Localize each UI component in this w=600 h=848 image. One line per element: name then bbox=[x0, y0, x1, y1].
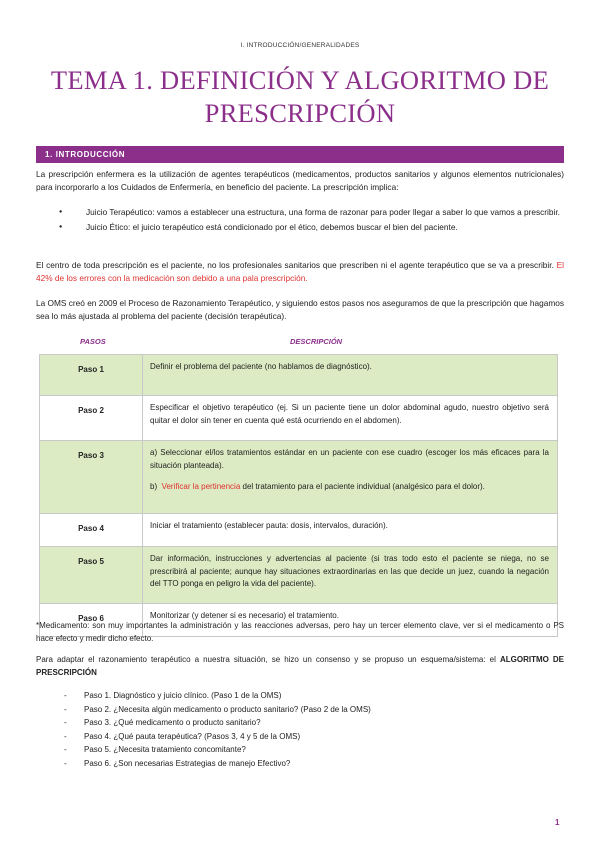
table-row bbox=[40, 355, 558, 396]
pertinence-highlight: Verificar la pertinencia bbox=[161, 482, 241, 491]
step-description: Especificar el objetivo terapéutico (ej. Si un paciente tiene un dolor abdominal agudo, nuestro objetivo será quitar el dolor sin tener en cuenta qué está ocurriendo en el abdomen). bbox=[143, 396, 558, 441]
column-header-descripcion: DESCRIPCIÓN bbox=[290, 337, 343, 346]
step-description: Definir el problema del paciente (no hablamos de diagnóstico). bbox=[143, 355, 558, 396]
adaptation-paragraph bbox=[36, 654, 564, 679]
page-title bbox=[40, 64, 560, 130]
step-description bbox=[143, 441, 558, 514]
table-row bbox=[40, 396, 558, 441]
title-line-1: TEMA 1. DEFINICIÓN Y ALGORITMO DE bbox=[50, 65, 550, 95]
list-item: - Paso 4. ¿Qué pauta terapéutica? (Pasos 3, 4 y 5 de la OMS) bbox=[36, 730, 564, 744]
step-option-a: a) Seleccionar el/los tratamientos estándar en un paciente con ese cuadro (escoger los más eficaces para la situación planteada). bbox=[150, 448, 549, 470]
algorithm-steps-list bbox=[36, 689, 564, 770]
page-number: 1 bbox=[555, 818, 560, 827]
table-row bbox=[40, 441, 558, 514]
list-item: - Paso 3. ¿Qué medicamento o producto sanitario? bbox=[36, 716, 564, 730]
option-b-text: del tratamiento para el paciente individual (analgésico para el dolor). bbox=[242, 482, 485, 491]
implications-list bbox=[36, 206, 564, 236]
step-description: Dar información, instrucciones y advertencias al paciente (si tras todo esto el paciente se niega, no se prescribirá al paciente; aunque hay situaciones extraordinarias en las que decide un juez, cuando la negación del TTO ponga en peligro la vida del paciente). bbox=[143, 547, 558, 604]
step-label: Paso 3 bbox=[40, 441, 143, 514]
title-line-2: PRESCRIPCIÓN bbox=[204, 98, 396, 128]
oms-paragraph: La OMS creó en 2009 el Proceso de Razonamiento Terapéutico, y siguiendo estos pasos nos aseguramos de que la prescripción que hagamos sea lo más ajustada al problema del paciente (decisión terapéutica). bbox=[36, 298, 564, 321]
list-item: - Paso 5. ¿Necesita tratamiento concomitante? bbox=[36, 743, 564, 757]
section-header: 1. INTRODUCCIÓN bbox=[36, 146, 564, 163]
table-row bbox=[40, 514, 558, 547]
list-item: - Paso 1. Diagnóstico y juicio clínico. (Paso 1 de la OMS) bbox=[36, 689, 564, 703]
list-item: ● Juicio Terapéutico: vamos a establecer una estructura, una forma de razonar para poder llegar a saber lo que vamos a prescribir. bbox=[36, 206, 564, 219]
algorithm-title: ALGORITMO DE PRESCRIPCIÓN bbox=[36, 655, 565, 677]
table-header-row bbox=[36, 335, 564, 349]
column-header-pasos: PASOS bbox=[80, 337, 106, 346]
list-item: - Paso 6. ¿Son necesarias Estrategias de manejo Efectivo? bbox=[36, 757, 564, 771]
step-option-b bbox=[150, 481, 549, 494]
intro-paragraph: La prescripción enfermera es la utilización de agentes terapéuticos (medicamentos, productos sanitarios y algunos elementos nutricionales) para incorporarlo a los Cuidados de Enfermería, en beneficio del paciente. La prescripción implica: bbox=[36, 169, 564, 192]
running-header: I. INTRODUCCIÓN/GENERALIDADES bbox=[240, 42, 360, 49]
list-item: - Paso 2. ¿Necesita algún medicamento o producto sanitario? (Paso 2 de la OMS) bbox=[36, 703, 564, 717]
step-label: Paso 4 bbox=[40, 514, 143, 547]
list-item: ● Juicio Ético: el juicio terapéutico está condicionado por el ético, debemos buscar el bien del paciente. bbox=[36, 221, 564, 234]
step-label: Paso 5 bbox=[40, 547, 143, 604]
steps-table bbox=[39, 354, 558, 637]
option-b-marker: b) bbox=[150, 482, 158, 491]
step-description: Monitorizar (y detener si es necesario) el tratamiento. bbox=[143, 604, 558, 637]
patient-center-paragraph bbox=[36, 259, 564, 285]
step-description: Iniciar el tratamiento (establecer pauta: dosis, intervalos, duración). bbox=[143, 514, 558, 547]
table-row bbox=[40, 547, 558, 604]
step-label: Paso 6 bbox=[40, 604, 143, 637]
adaptation-text: Para adaptar el razonamiento terapéutico a nuestra situación, se hizo un consenso y se propuso un esquema/sistema: el bbox=[36, 655, 496, 664]
medication-note: *Medicamento: son muy importantes la administración y las reacciones adversas, pero hay un tercer elemento clave, ver si el medicamento o PS hace efecto y medir dicho efecto. bbox=[36, 621, 564, 643]
patient-center-text: El centro de toda prescripción es el paciente, no los profesionales sanitarios que prescriben ni el agente terapéutico que se va a prescribir. bbox=[36, 260, 554, 270]
error-statistic: El 42% de los errores con la medicación son debido a una pala prescripción. bbox=[36, 260, 565, 283]
step-label: Paso 1 bbox=[40, 355, 143, 396]
step-label: Paso 2 bbox=[40, 396, 143, 441]
